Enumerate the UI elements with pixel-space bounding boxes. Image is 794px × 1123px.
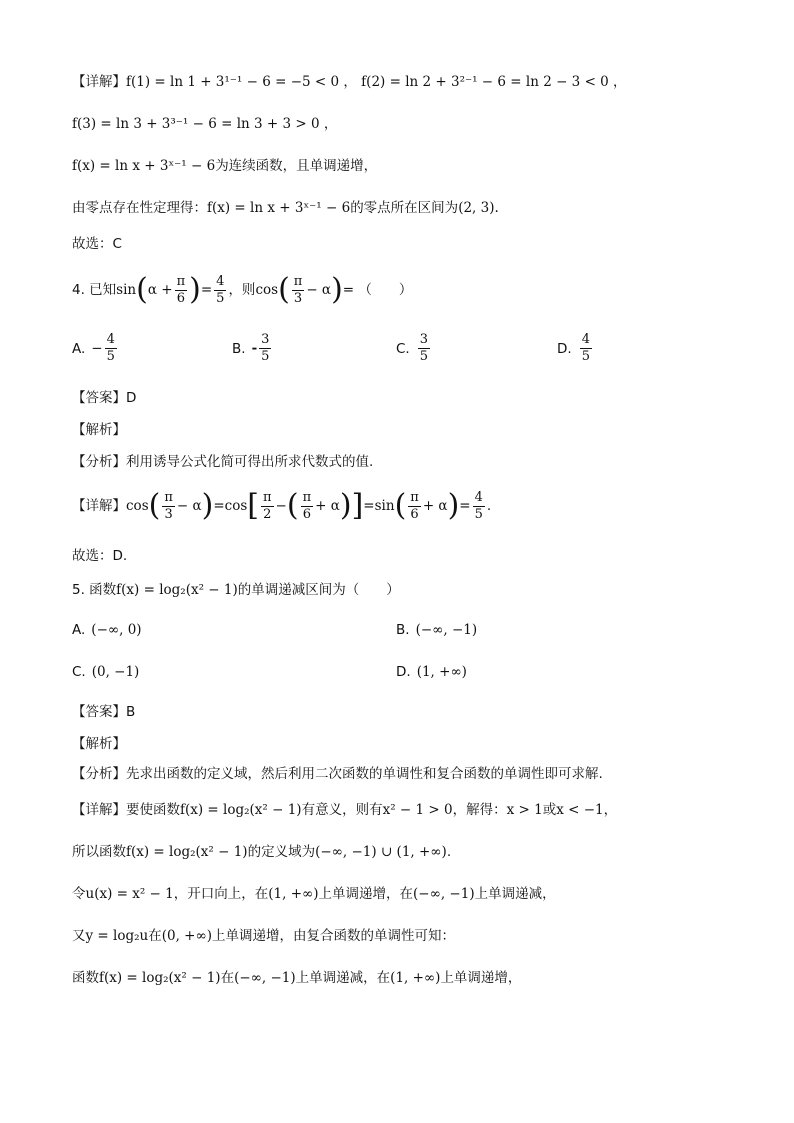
question-number: 5. 函数	[72, 582, 117, 598]
text: 在	[148, 928, 162, 944]
bracket-open: [	[247, 488, 259, 523]
fraction	[259, 332, 271, 365]
numerator: π	[176, 273, 186, 289]
math-expr: =	[213, 498, 225, 514]
text: 【分析】利用诱导公式化简可得出所求代数式的值.	[72, 454, 374, 470]
math-expr: f(x) = log₂(x² − 1)	[126, 844, 248, 860]
math-expr: − α	[306, 282, 332, 298]
option-label: A.	[72, 622, 86, 638]
math-expr: =	[363, 498, 375, 514]
text: 的单调递减区间为（ ）	[237, 582, 400, 598]
math-expr: x > 1	[506, 802, 543, 818]
math-expr: x < −1	[556, 802, 604, 818]
fenxi-5	[72, 764, 603, 784]
detail-tag: 【详解】	[72, 498, 126, 514]
text: 【详解】要使函数	[72, 802, 180, 818]
option-d	[396, 664, 467, 680]
math-expr: (−∞, −1) ∪ (1, +∞)	[315, 844, 447, 860]
jiexi-5	[72, 734, 126, 754]
option-c	[72, 664, 139, 680]
text: 【分析】先求出函数的定义域，然后利用二次函数的单调性和复合函数的单调性即可求解.	[72, 766, 603, 782]
math-expr: (−∞, −1)	[413, 886, 475, 902]
numerator: 4	[106, 332, 115, 347]
denominator: 5	[216, 290, 225, 306]
choose-line	[72, 234, 122, 254]
fraction	[261, 490, 274, 523]
math-expr: =	[459, 498, 471, 514]
math-expr: α +	[147, 282, 173, 298]
math-expr: f(x) = log₂(x² − 1)	[180, 802, 302, 818]
math-expr: f(x) = ln x + 3ˣ⁻¹ − 6	[72, 158, 216, 174]
numerator: 3	[419, 332, 428, 347]
denominator: 5	[106, 349, 115, 364]
denominator: 6	[410, 506, 419, 522]
text: .	[486, 498, 492, 514]
fraction	[175, 274, 188, 307]
option-c	[396, 332, 432, 365]
math-expr: y = log₂u	[85, 928, 149, 944]
text: 上单调递减，	[474, 886, 556, 902]
detail-line-4	[72, 198, 499, 218]
option-value: (0, −1)	[91, 664, 140, 680]
text: ，开口向上，在	[173, 886, 269, 902]
text: = （ ）	[342, 282, 413, 298]
numerator: 4	[216, 273, 225, 289]
sign: −	[91, 340, 103, 357]
paren-close: )	[447, 488, 460, 523]
detail-5-line-2	[72, 842, 451, 862]
text: 故选：D.	[72, 548, 128, 564]
text: 由零点存在性定理得：	[72, 200, 207, 216]
math-expr: (1, +∞)	[268, 886, 319, 902]
math-expr: f(x) = log₂(x² − 1)	[116, 582, 238, 598]
detail-5-line-4	[72, 926, 455, 946]
fraction	[473, 490, 485, 523]
fraction	[292, 274, 305, 307]
paren-close: )	[189, 272, 201, 307]
question-4	[72, 272, 412, 308]
paren-open: (	[148, 488, 161, 523]
math-expr: − α	[176, 498, 202, 514]
math-func: cos	[126, 498, 149, 514]
detail-tag: 【详解】	[72, 74, 126, 90]
text: 上单调递增，	[440, 970, 522, 986]
denominator: 3	[293, 290, 303, 306]
math-expr: x² − 1 > 0	[382, 802, 453, 818]
math-expr: u(x) = x² − 1	[85, 886, 174, 902]
text: 为连续函数，且单调递增，	[215, 158, 378, 174]
numerator: π	[293, 273, 303, 289]
denominator: 5	[581, 349, 590, 364]
question-number: 4. 已知	[72, 282, 117, 298]
numerator: 4	[581, 332, 590, 347]
denominator: 5	[474, 506, 483, 522]
fraction	[214, 274, 226, 307]
text: 的零点所在区间为	[350, 200, 459, 216]
math-expr: f(x) = ln x + 3ˣ⁻¹ − 6	[207, 200, 351, 216]
detail-5-line-5	[72, 968, 521, 988]
option-label: B.	[232, 340, 246, 357]
text: 【答案】D	[72, 390, 137, 406]
fraction	[301, 490, 314, 523]
question-5	[72, 580, 400, 600]
fraction	[105, 332, 117, 365]
option-label: B.	[396, 622, 410, 638]
math-expr: (0, +∞)	[161, 928, 212, 944]
math-expr: + α	[315, 498, 340, 514]
math-func: cos	[224, 498, 248, 514]
paren-open: (	[286, 488, 299, 523]
text: 上单调递增，在	[318, 886, 414, 902]
text: ，	[603, 802, 618, 818]
text: ，则	[228, 282, 256, 298]
option-label: D.	[557, 340, 572, 357]
jiexi-4	[72, 420, 126, 440]
math-expr: f(1) = ln 1 + 3¹⁻¹ − 6 = −5 < 0 ， f(2) = ln 2 + 3²⁻¹ − 6 = ln 2 − 3 < 0 ，	[126, 74, 627, 90]
math-expr: −	[275, 498, 287, 514]
paren-close: )	[331, 272, 343, 307]
text: 令	[72, 886, 86, 902]
numerator: 4	[474, 489, 483, 505]
detail-5-line-1	[72, 800, 617, 820]
math-expr: + α	[422, 498, 448, 514]
option-label: C.	[72, 664, 86, 680]
fraction	[580, 332, 592, 365]
fenxi-4	[72, 452, 373, 472]
option-d	[557, 332, 594, 365]
option-b	[396, 622, 477, 638]
detail-line-2	[72, 114, 337, 134]
option-value: (−∞, −1)	[415, 622, 478, 638]
answer-4	[72, 388, 136, 408]
text: 故选：C	[72, 236, 122, 252]
choose-4	[72, 546, 127, 566]
text: 上单调递减，在	[295, 970, 391, 986]
detail-4	[72, 488, 491, 524]
paren-open: (	[278, 272, 290, 307]
paren-close: )	[339, 488, 352, 523]
fraction	[162, 490, 175, 523]
option-value: (−∞, 0)	[91, 622, 142, 638]
paren-open: (	[136, 272, 148, 307]
detail-line-1	[72, 72, 627, 92]
text: 或	[542, 802, 557, 818]
text: 所以函数	[72, 844, 126, 860]
math-expr: (2, 3).	[458, 200, 499, 216]
math-expr: =	[200, 282, 213, 298]
numerator: π	[164, 489, 173, 505]
denominator: 6	[176, 290, 185, 306]
option-label: D.	[396, 664, 411, 680]
fraction	[408, 490, 421, 523]
sign: -	[251, 340, 258, 357]
option-a	[72, 332, 119, 365]
option-label: A.	[72, 340, 86, 357]
text: 又	[72, 928, 86, 944]
text: 【答案】B	[72, 704, 136, 720]
text: .	[446, 844, 452, 860]
math-func: sin	[374, 498, 395, 514]
detail-line-3	[72, 156, 377, 176]
math-expr: (1, +∞)	[390, 970, 441, 986]
text: 在	[220, 970, 235, 986]
numerator: π	[410, 489, 419, 505]
option-value: (1, +∞)	[416, 664, 467, 680]
math-func: cos	[255, 282, 279, 298]
denominator: 2	[263, 506, 272, 522]
text: 函数	[72, 970, 99, 986]
numerator: π	[263, 489, 272, 505]
text: 的定义域为	[247, 844, 316, 860]
fraction	[418, 332, 430, 365]
paren-open: (	[394, 488, 407, 523]
denominator: 5	[261, 349, 270, 364]
math-expr: f(x) = log₂(x² − 1)	[99, 970, 221, 986]
text: 【解析】	[72, 422, 126, 438]
option-b	[232, 332, 273, 365]
detail-5-line-3	[72, 884, 556, 904]
math-func: sin	[116, 282, 137, 298]
paren-close: )	[201, 488, 214, 523]
numerator: 3	[261, 332, 270, 347]
math-expr: (−∞, −1)	[234, 970, 296, 986]
text: 有意义，则有	[301, 802, 383, 818]
denominator: 6	[302, 506, 311, 522]
denominator: 5	[419, 349, 428, 364]
bracket-close: ]	[351, 488, 364, 523]
text: 上单调递增，由复合函数的单调性可知：	[211, 928, 455, 944]
option-a	[72, 622, 142, 638]
option-label: C.	[396, 340, 410, 357]
math-expr: f(3) = ln 3 + 3³⁻¹ − 6 = ln 3 + 3 > 0 ，	[72, 116, 338, 132]
numerator: π	[302, 489, 312, 505]
text: 【解析】	[72, 736, 126, 752]
answer-5	[72, 702, 135, 722]
text: ，解得：	[452, 802, 507, 818]
denominator: 3	[164, 506, 173, 522]
